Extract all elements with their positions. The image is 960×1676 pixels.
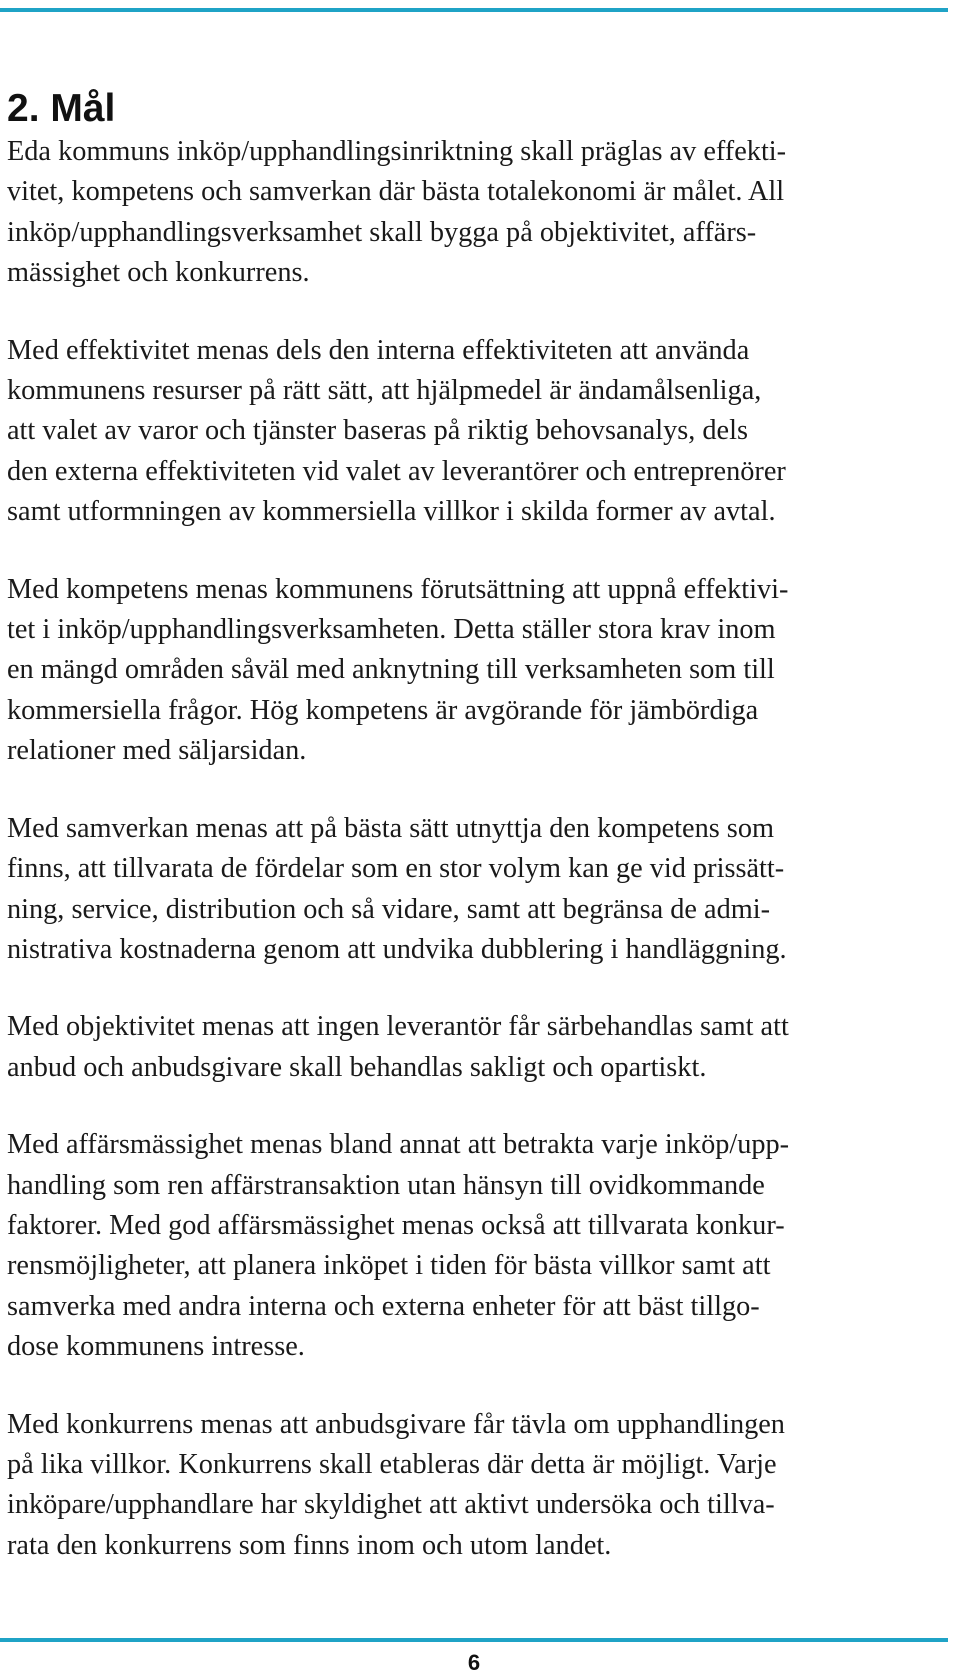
top-accent-rule <box>0 8 948 12</box>
bottom-accent-rule <box>0 1638 948 1642</box>
paragraph-intro: Eda kommuns inköp/upphandlingsinriktning skall präglas av effekti- vitet, kompetens och samverkan där bästa totalekonomi är målet. All inköp/upphandlingsverksamhet skall bygga på objektivitet, affärs- mässighet och konkurrens. <box>7 136 787 289</box>
paragraph-objektivitet: Med objektivitet menas att ingen leverantör får särbehandlas samt att anbud och anbudsgivare skall behandlas sakligt och opartiskt. <box>7 1011 789 1083</box>
section-heading: 2. Mål <box>7 87 116 130</box>
paragraph-konkurrens: Med konkurrens menas att anbudsgivare får tävla om upphandlingen på lika villkor. Konkurrens skall etableras där detta är möjligt. Varje inköpare/upphandlare har skyldighet att aktivt undersöka och tillva- rata den konkurrens som finns inom och utom landet. <box>7 1408 785 1561</box>
paragraph-samverkan: Med samverkan menas att på bästa sätt utnyttja den kompetens som finns, att tillvarata de fördelar som en stor volym kan ge vid prissätt- ning, service, distribution och så vidare, samt att begränsa de admi- nistrativa kostnaderna genom att undvika dubblering i handläggning. <box>7 812 787 965</box>
paragraph-effektivitet: Med effektivitet menas dels den interna effektiviteten att använda kommunens resurser på rätt sätt, att hjälpmedel är ändamålsenliga, att valet av varor och tjänster baseras på riktig behovsanalys, dels den externa effektiviteten vid valet av leverantörer och entreprenörer samt utformningen av kommersiella villkor i skilda former av avtal. <box>7 334 786 528</box>
paragraph-affarsmassighet: Med affärsmässighet menas bland annat att betrakta varje inköp/upp- handling som ren affärstransaktion utan hänsyn till ovidkommande faktorer. Med god affärsmässighet menas också att tillvarata konkur- rensmöjligheter, att planera inköpet i tiden för bästa villkor samt att samverka med andra interna och externa enheter för att bäst tillgo- dose kommunens intresse. <box>7 1129 790 1363</box>
page-number: 6 <box>467 1650 481 1675</box>
paragraph-kompetens: Med kompetens menas kommunens förutsättning att uppnå effektivi- tet i inköp/upphandlingsverksamheten. Detta ställer stora krav inom en mängd områden såväl med anknytning till verksamheten som till kommersiella frågor. Hög kompetens är avgörande för jämbördiga relationer med säljarsidan. <box>7 573 789 767</box>
document-body <box>7 86 943 1566</box>
